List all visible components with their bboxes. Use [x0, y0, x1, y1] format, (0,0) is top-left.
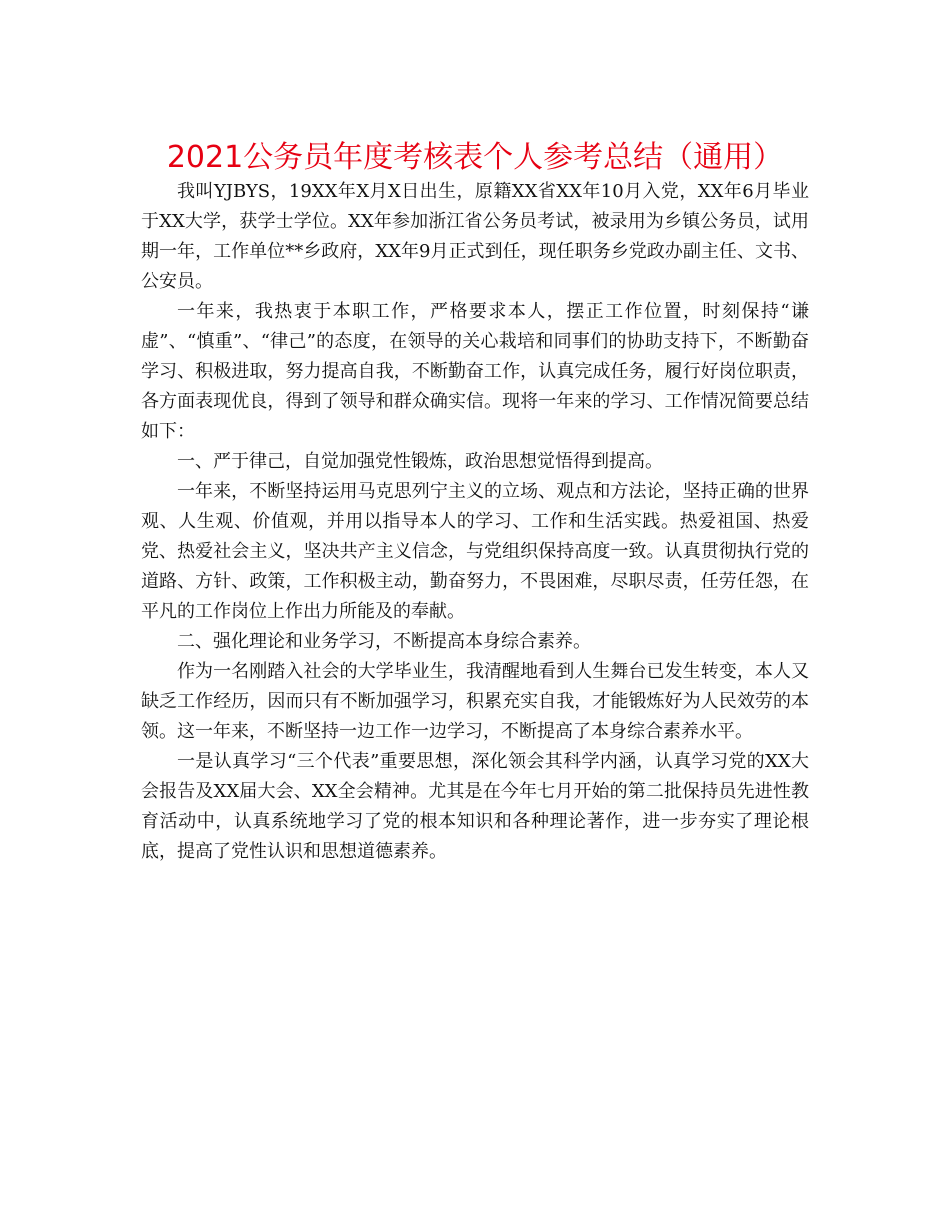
- paragraph-study: 作为一名刚踏入社会的大学毕业生，我清醒地看到人生舞台已发生转变，本人又缺乏工作经历，因而只有不断加强学习，积累充实自我，才能锻炼好为人民效劳的本领。这一年来，不断坚持一边工作一边学习，不断提高了本身综合素养水平。: [141, 661, 809, 742]
- paragraph-theory: 一是认真学习“三个代表”重要思想，深化领会其科学内涵，认真学习党的XX大会报告及XX届大会、XX全会精神。尤其是在今年七月开始的第二批保持员先进性教育活动中，认真系统地学习了党的根本知识和各种理论著作，进一步夯实了理论根底，提高了党性认识和思想道德素养。: [141, 751, 809, 862]
- document-title: 2021公务员年度考核表个人参考总结（通用）: [166, 140, 784, 175]
- paragraph-political: 一年来，不断坚持运用马克思列宁主义的立场、观点和方法论，坚持正确的世界观、人生观、价值观，并用以指导本人的学习、工作和生活实践。热爱祖国、热爱党、热爱社会主义，坚决共产主义信念，与党组织保持高度一致。认真贯彻执行党的道路、方针、政策，工作积极主动，勤奋努力，不畏困难，尽职尽责，任劳任怨，在平凡的工作岗位上作出力所能及的奉献。: [141, 481, 809, 622]
- paragraph-intro: 我叫YJBYS，19XX年X月X日出生，原籍XX省XX年10月入党，XX年6月毕业于XX大学，获学士学位。XX年参加浙江省公务员考试，被录用为乡镇公务员，试用期一年，工作单位**乡政府，XX年9月正式到任，现任职务乡党政办副主任、文书、公安员。: [141, 181, 809, 292]
- paragraph-overview: 一年来，我热衷于本职工作，严格要求本人，摆正工作位置，时刻保持“谦虚”、“慎重”、“律己”的态度，在领导的关心栽培和同事们的协助支持下，不断勤奋学习、积极进取，努力提高自我，不断勤奋工作，认真完成任务，履行好岗位职责，各方面表现优良，得到了领导和群众确实信。现将一年来的学习、工作情况简要总结如下：: [141, 301, 809, 442]
- section-heading-2: 二、强化理论和业务学习，不断提高本身综合素养。: [177, 631, 591, 652]
- document-body: [141, 177, 809, 867]
- section-heading-1: 一、严于律己，自觉加强党性锻炼，政治思想觉悟得到提高。: [177, 451, 663, 472]
